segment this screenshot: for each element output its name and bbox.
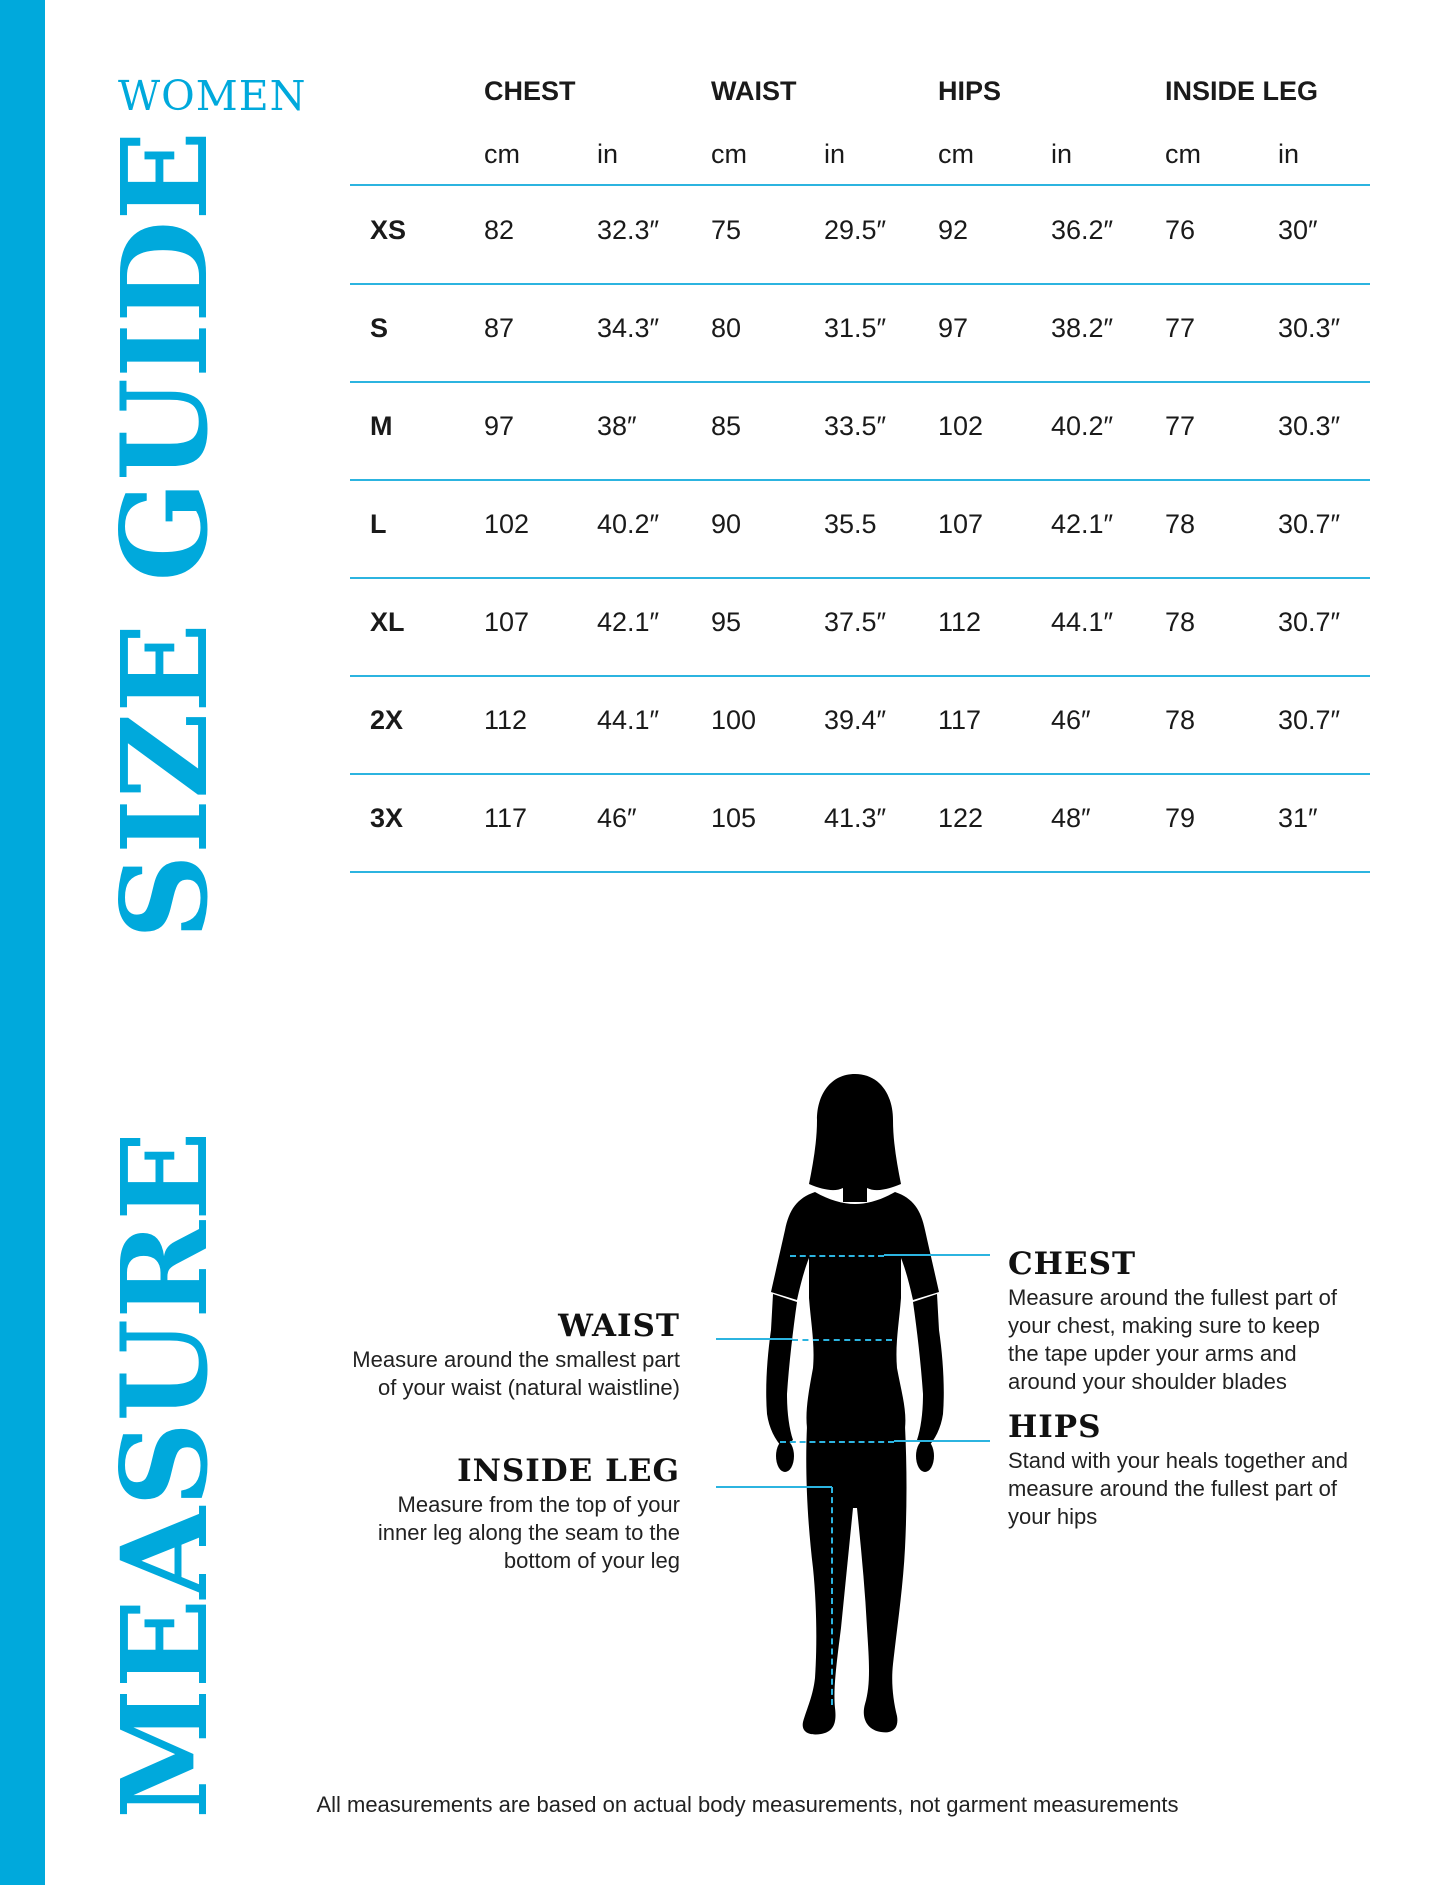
- table-cell: 38″: [597, 411, 637, 441]
- table-cell: 97: [938, 313, 969, 343]
- table-cell: 117: [484, 803, 528, 833]
- hips-guide-text-line: Stand with your heals together and: [1008, 1448, 1349, 1473]
- table-cell: 31.5″: [824, 313, 887, 343]
- table-row: [350, 675, 1370, 773]
- table-cell: 44.1″: [597, 705, 660, 735]
- table-cell: 102: [938, 411, 984, 441]
- inside-leg-pointer-line: [716, 1486, 832, 1488]
- table-cell: 31″: [1278, 803, 1318, 833]
- chest-guide-text-line: Measure around the fullest part of: [1008, 1285, 1337, 1310]
- table-cell: 90: [711, 509, 742, 539]
- waist-dash-line: [792, 1339, 892, 1341]
- chest-guide-title: CHEST: [1008, 1246, 1137, 1282]
- section-label: WOMEN: [118, 72, 307, 120]
- header-inside-leg: INSIDE LEG: [1165, 76, 1319, 106]
- measure-title-text: MEASURE: [95, 1130, 234, 1820]
- hips-guide-text-line: your hips: [1008, 1504, 1098, 1529]
- unit-waist-cm: cm: [711, 139, 747, 169]
- unit-waist-in: in: [824, 139, 846, 169]
- table-cell: 77: [1165, 411, 1196, 441]
- size-label: M: [370, 411, 393, 441]
- table-row: [350, 185, 1370, 283]
- table-cell: 48″: [1051, 803, 1091, 833]
- table-cell: 97: [484, 411, 515, 441]
- inside-leg-guide-title: INSIDE LEG: [457, 1453, 680, 1489]
- table-cell: 80: [711, 313, 742, 343]
- unit-inside-leg-in: in: [1278, 139, 1300, 169]
- table-cell: 39.4″: [824, 705, 887, 735]
- table-cell: 40.2″: [597, 509, 660, 539]
- table-cell: 77: [1165, 313, 1196, 343]
- unit-hips-in: in: [1051, 139, 1073, 169]
- side-accent-bar: [0, 0, 45, 1885]
- table-cell: 30.7″: [1278, 607, 1341, 637]
- waist-guide-text-line: of your waist (natural waistline): [377, 1375, 680, 1400]
- table-cell: 78: [1165, 607, 1196, 637]
- table-cell: 33.5″: [824, 411, 887, 441]
- table-cell: 82: [484, 215, 515, 245]
- size-label: S: [370, 313, 389, 343]
- table-cell: 76: [1165, 215, 1196, 245]
- table-row: [350, 283, 1370, 381]
- table-row: [350, 773, 1370, 871]
- table-cell: 122: [938, 803, 984, 833]
- table-row: [350, 381, 1370, 479]
- table-cell: 75: [711, 215, 742, 245]
- chest-pointer-line: [884, 1254, 990, 1256]
- unit-chest-cm: cm: [484, 139, 520, 169]
- size-label: XL: [370, 607, 405, 637]
- header-hips: HIPS: [938, 76, 1002, 106]
- table-cell: 107: [484, 607, 530, 637]
- inside-leg-guide-text-line: bottom of your leg: [503, 1548, 680, 1573]
- chest-dash-line: [790, 1255, 884, 1257]
- table-cell: 41.3″: [824, 803, 887, 833]
- chest-guide: [1008, 1246, 1408, 1396]
- table-cell: 37.5″: [824, 607, 887, 637]
- inside-leg-guide-text-line: Measure from the top of your: [397, 1492, 680, 1517]
- size-label: XS: [370, 215, 407, 245]
- inside-leg-guide-text-line: inner leg along the seam to the: [377, 1520, 680, 1545]
- waist-pointer-line: [716, 1338, 792, 1340]
- table-row: [350, 479, 1370, 577]
- table-cell: 107: [938, 509, 984, 539]
- table-cell: 112: [484, 705, 528, 735]
- hips-pointer-line: [894, 1440, 990, 1442]
- size-label: L: [370, 509, 387, 539]
- table-cell: 30″: [1278, 215, 1318, 245]
- table-cell: 44.1″: [1051, 607, 1114, 637]
- waist-guide-title: WAIST: [558, 1308, 680, 1344]
- table-cell: 117: [938, 705, 982, 735]
- table-cell: 38.2″: [1051, 313, 1114, 343]
- header-waist: WAIST: [711, 76, 797, 106]
- chest-guide-text-line: around your shoulder blades: [1008, 1369, 1287, 1394]
- inside-leg-guide: [280, 1453, 680, 1575]
- unit-hips-cm: cm: [938, 139, 974, 169]
- table-cell: 30.7″: [1278, 705, 1341, 735]
- table-cell: 30.3″: [1278, 411, 1341, 441]
- size-label: 3X: [370, 803, 404, 833]
- table-cell: 32.3″: [597, 215, 660, 245]
- table-cell: 105: [711, 803, 757, 833]
- chest-guide-text-line: your chest, making sure to keep: [1008, 1313, 1320, 1338]
- size-guide-title-text: SIZE GUIDE: [95, 130, 234, 940]
- footer-note: All measurements are based on actual body measurements, not garment measurements: [316, 1792, 1179, 1817]
- table-cell: 100: [711, 705, 757, 735]
- waist-guide: [280, 1308, 680, 1402]
- hips-dash-line: [780, 1441, 894, 1443]
- table-cell: 78: [1165, 509, 1196, 539]
- table-cell: 30.7″: [1278, 509, 1341, 539]
- table-divider: [350, 871, 1370, 873]
- table-cell: 78: [1165, 705, 1196, 735]
- table-cell: 92: [938, 215, 969, 245]
- table-row: [350, 577, 1370, 675]
- table-cell: 30.3″: [1278, 313, 1341, 343]
- table-cell: 85: [711, 411, 742, 441]
- table-cell: 29.5″: [824, 215, 887, 245]
- table-cell: 46″: [1051, 705, 1091, 735]
- inside-leg-dash-line: [831, 1487, 833, 1705]
- table-cell: 87: [484, 313, 515, 343]
- unit-inside-leg-cm: cm: [1165, 139, 1201, 169]
- table-cell: 35.5: [824, 509, 877, 539]
- size-label: 2X: [370, 705, 404, 735]
- table-cell: 102: [484, 509, 530, 539]
- waist-guide-text-line: Measure around the smallest part: [352, 1347, 680, 1372]
- unit-chest-in: in: [597, 139, 619, 169]
- hips-guide-title: HIPS: [1008, 1409, 1102, 1445]
- table-cell: 40.2″: [1051, 411, 1114, 441]
- header-chest: CHEST: [484, 76, 576, 106]
- table-cell: 34.3″: [597, 313, 660, 343]
- hips-guide: [1008, 1409, 1408, 1531]
- hips-guide-text-line: measure around the fullest part of: [1008, 1476, 1337, 1501]
- table-cell: 42.1″: [597, 607, 660, 637]
- chest-guide-text-line: the tape upder your arms and: [1008, 1341, 1297, 1366]
- table-cell: 36.2″: [1051, 215, 1114, 245]
- table-cell: 95: [711, 607, 742, 637]
- table-cell: 79: [1165, 803, 1196, 833]
- table-cell: 112: [938, 607, 982, 637]
- table-cell: 46″: [597, 803, 637, 833]
- table-cell: 42.1″: [1051, 509, 1114, 539]
- woman-silhouette-illustration: [735, 1068, 975, 1748]
